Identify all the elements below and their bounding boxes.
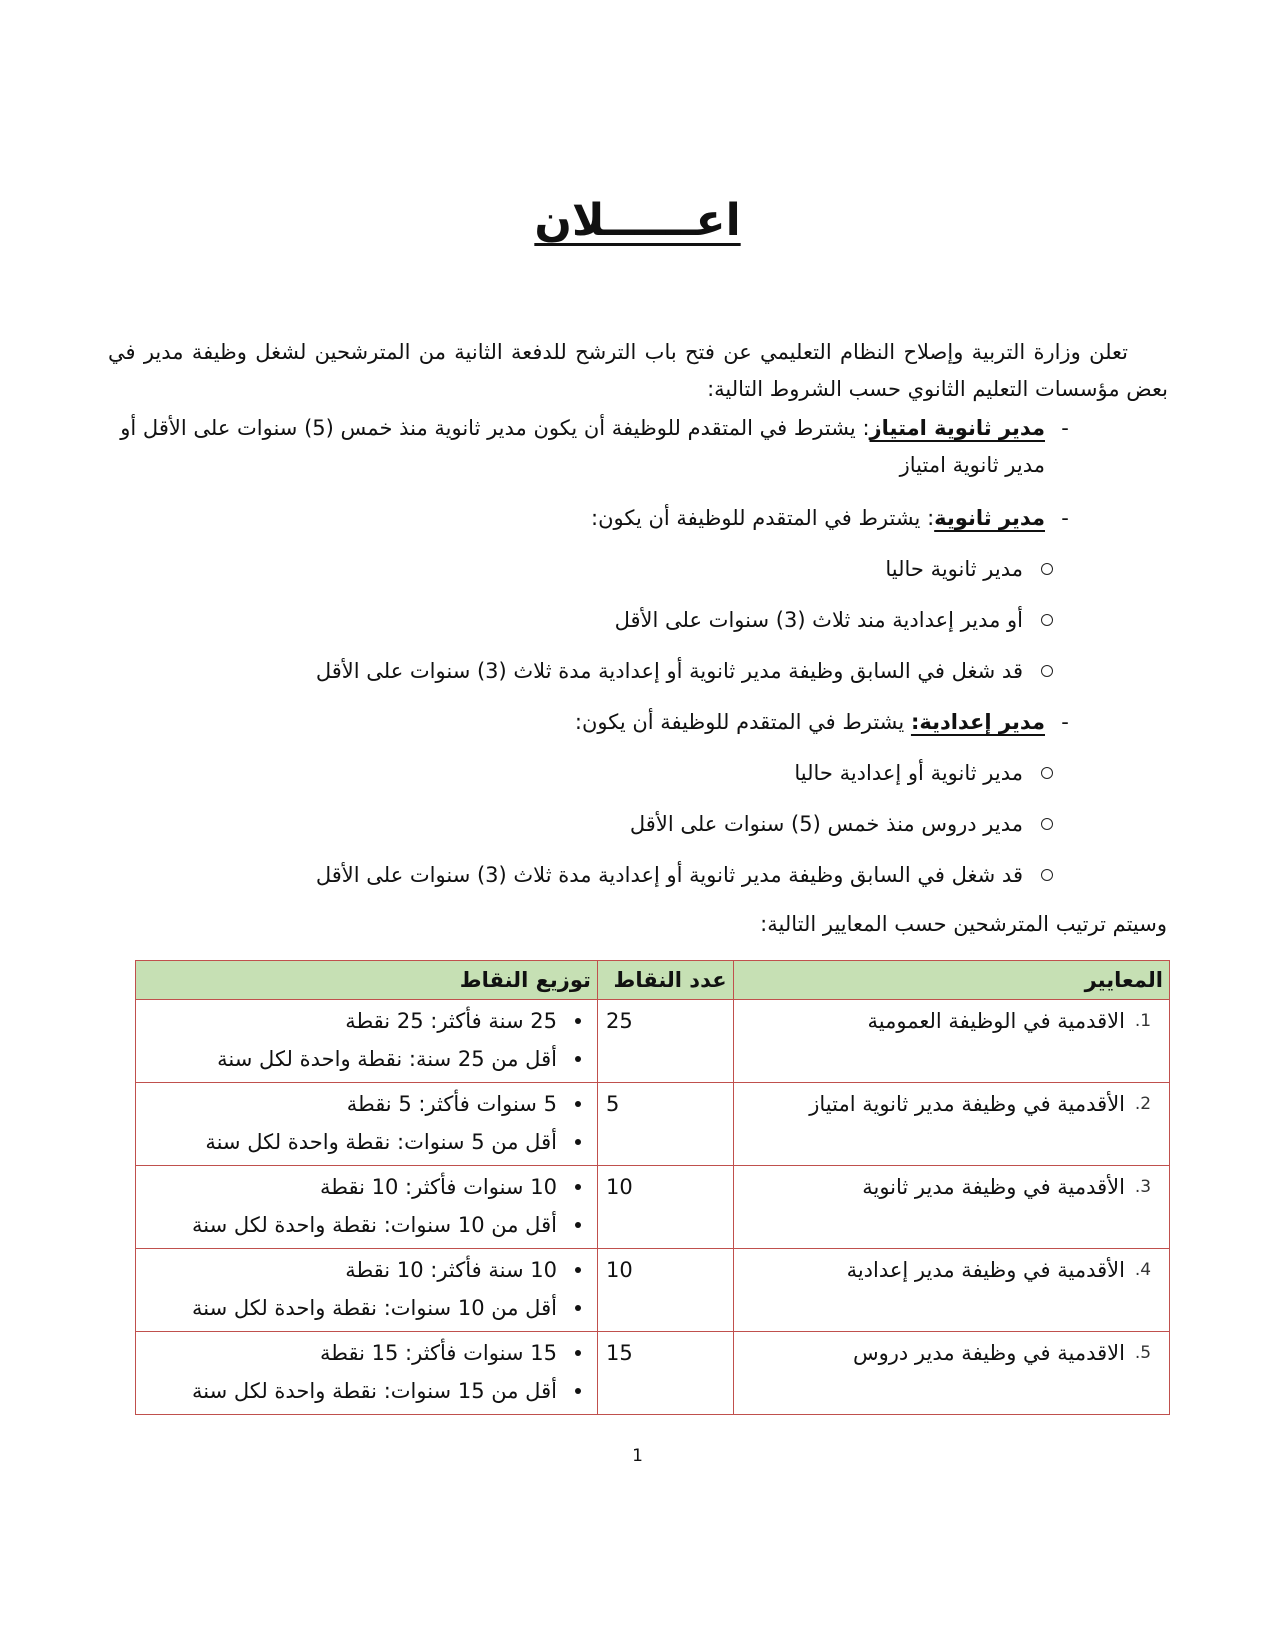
row-index: 3. [1134, 1177, 1152, 1197]
dash-bullet: - [1061, 506, 1069, 530]
position-term: مدير ثانوية [934, 506, 1045, 530]
table-row [136, 1166, 1170, 1249]
list-item: 15 سنوات فأكثر: 15 نقطة [144, 1334, 557, 1372]
points-cell: 10 [597, 1249, 733, 1332]
position-term: مدير ثانوية امتياز [869, 416, 1045, 440]
header-distribution: توزيع النقاط [136, 961, 598, 1000]
list-item: مدير ثانوية حاليا [223, 551, 1023, 588]
position-text: يشترط في المتقدم للوظيفة أن يكون: [574, 710, 911, 734]
circle-bullet-icon [1041, 665, 1053, 677]
criterion-cell: الأقدمية في وظيفة مدير ثانوية [862, 1175, 1125, 1199]
row-index: 4. [1134, 1260, 1152, 1280]
position-text: : يشترط في المتقدم للوظيفة أن يكون: [591, 506, 935, 530]
row-index: 1. [1134, 1011, 1152, 1031]
position-item-middle-school-director [105, 704, 1069, 741]
dash-bullet: - [1061, 710, 1069, 734]
points-cell: 5 [597, 1083, 733, 1166]
row-index: 2. [1134, 1094, 1152, 1114]
intro-paragraph: تعلن وزارة التربية وإصلاح النظام التعليمي عن فتح باب الترشح للدفعة الثانية من المترشحين لشغل وظيفة مدير في بعض مؤسسات التعليم الثانوي حسب الشروط التالية: [108, 340, 1168, 401]
table-row [136, 1000, 1170, 1083]
points-cell: 10 [597, 1166, 733, 1249]
position-item-excellence-director [105, 410, 1069, 484]
page-number: 1 [632, 1446, 643, 1466]
list-item: مدير ثانوية أو إعدادية حاليا [223, 755, 1023, 792]
table-row [136, 1332, 1170, 1415]
table-row [136, 1249, 1170, 1332]
criterion-cell: الأقدمية في وظيفة مدير إعدادية [846, 1258, 1125, 1282]
row-index: 5. [1134, 1343, 1152, 1363]
circle-bullet-icon [1041, 869, 1053, 881]
position-text: : يشترط في المتقدم للوظيفة أن يكون مدير ثانوية منذ خمس (5) سنوات على الأقل أو مدير ثانوية امتياز [120, 416, 1045, 477]
list-item: 10 سنة فأكثر: 10 نقطة [144, 1251, 557, 1289]
position-item-secondary-director [105, 500, 1069, 537]
dash-bullet: - [1061, 416, 1069, 440]
header-points: عدد النقاط [597, 961, 733, 1000]
circle-bullet-icon [1041, 614, 1053, 626]
table-header-row [136, 961, 1170, 1000]
list-item: 25 سنة فأكثر: 25 نقطة [144, 1002, 557, 1040]
points-cell: 25 [597, 1000, 733, 1083]
criterion-cell: الاقدمية في الوظيفة العمومية [867, 1009, 1125, 1033]
list-item: 5 سنوات فأكثر: 5 نقطة [144, 1085, 557, 1123]
list-item: أقل من 10 سنوات: نقطة واحدة لكل سنة [144, 1289, 557, 1327]
list-item: أقل من 5 سنوات: نقطة واحدة لكل سنة [144, 1123, 557, 1161]
list-item: 10 سنوات فأكثر: 10 نقطة [144, 1168, 557, 1206]
criterion-cell: الاقدمية في وظيفة مدير دروس [852, 1341, 1125, 1365]
circle-bullet-icon [1041, 767, 1053, 779]
position-term: مدير إعدادية: [910, 710, 1045, 734]
list-item: أو مدير إعدادية مند ثلاث (3) سنوات على الأقل [223, 602, 1023, 639]
list-item: قد شغل في السابق وظيفة مدير ثانوية أو إعدادية مدة ثلاث (3) سنوات على الأقل [223, 857, 1023, 894]
document-title: اعــــــلان [534, 195, 741, 246]
circle-bullet-icon [1041, 563, 1053, 575]
list-item: أقل من 15 سنوات: نقطة واحدة لكل سنة [144, 1372, 557, 1410]
criteria-table [135, 960, 1170, 1415]
list-item: قد شغل في السابق وظيفة مدير ثانوية أو إعدادية مدة ثلاث (3) سنوات على الأقل [223, 653, 1023, 690]
header-criteria: المعايير [733, 961, 1169, 1000]
list-item: أقل من 25 سنة: نقطة واحدة لكل سنة [144, 1040, 557, 1078]
criterion-cell: الأقدمية في وظيفة مدير ثانوية امتياز [809, 1092, 1125, 1116]
circle-bullet-icon [1041, 818, 1053, 830]
list-item: أقل من 10 سنوات: نقطة واحدة لكل سنة [144, 1206, 557, 1244]
ranking-lead: وسيتم ترتيب المترشحين حسب المعايير التالية: [760, 912, 1167, 936]
table-row [136, 1083, 1170, 1166]
list-item: مدير دروس منذ خمس (5) سنوات على الأقل [223, 806, 1023, 843]
points-cell: 15 [597, 1332, 733, 1415]
